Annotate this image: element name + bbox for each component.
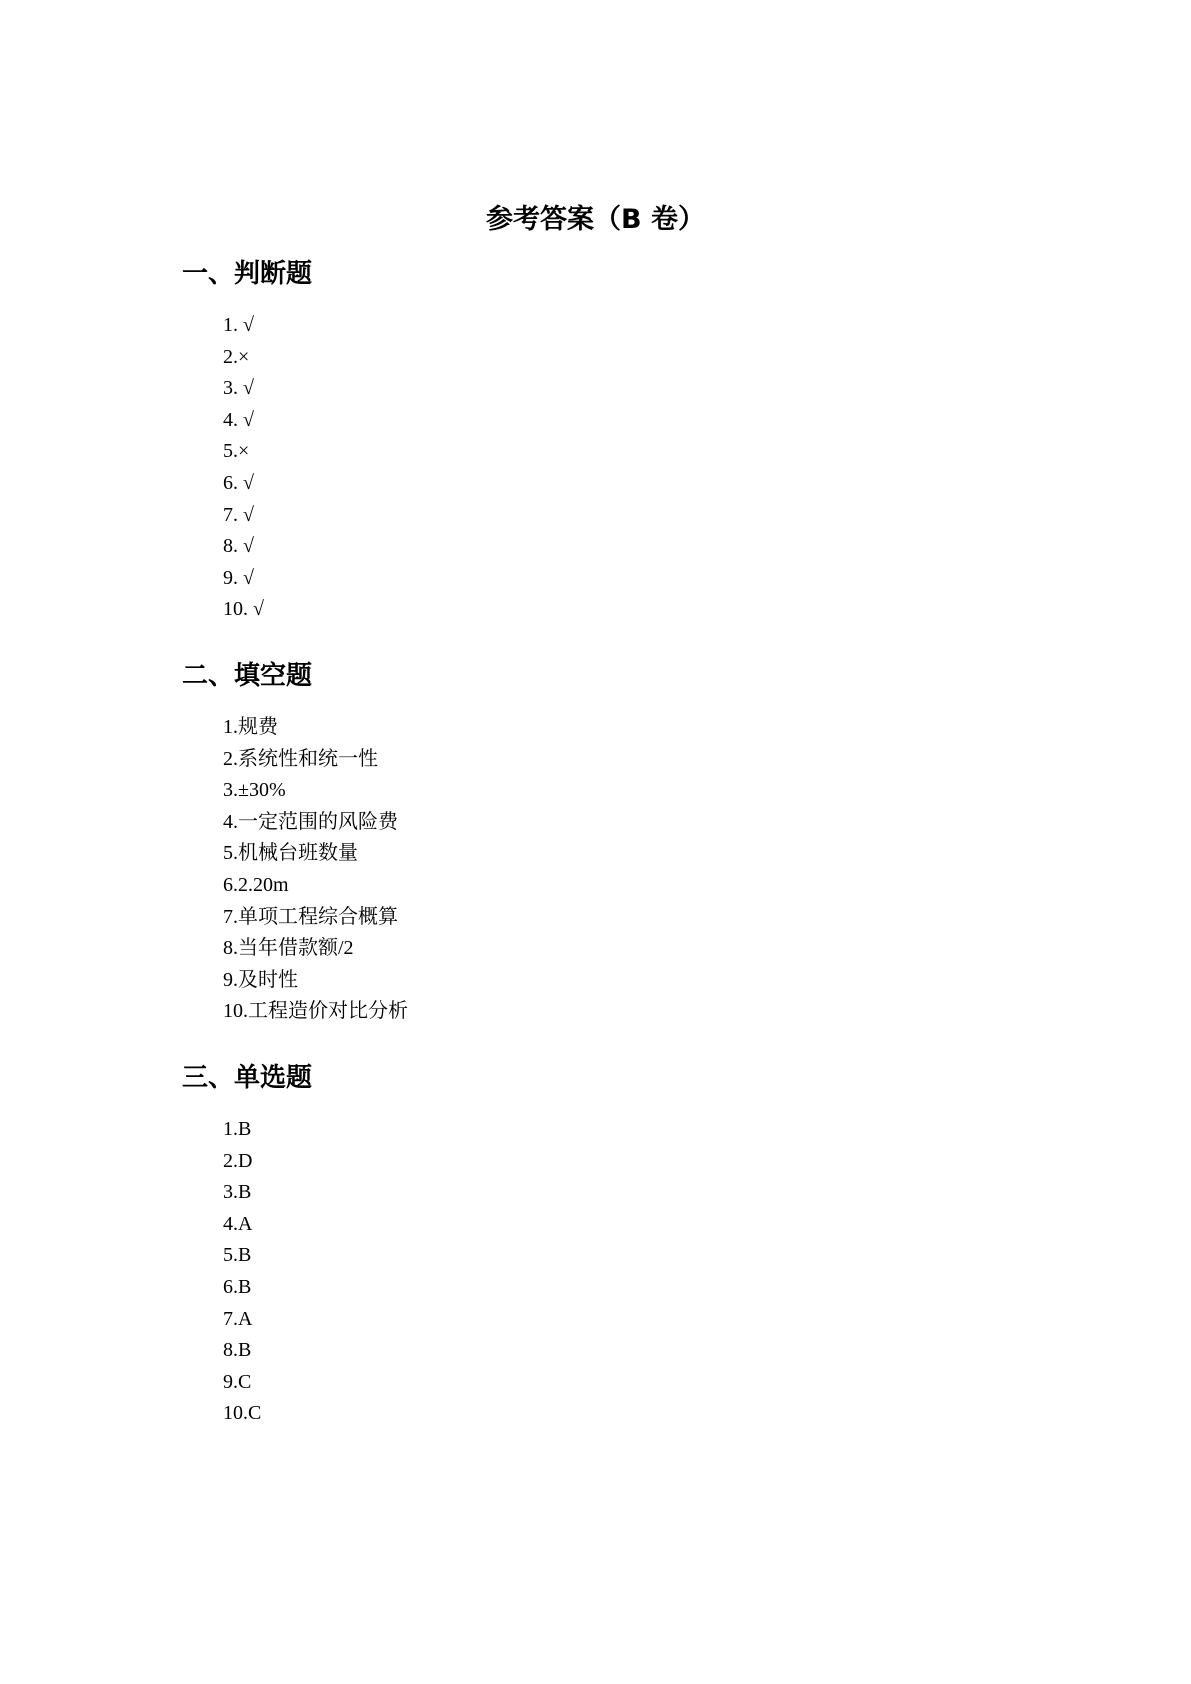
- answer-item: 6.B: [223, 1275, 252, 1298]
- section-fill-in-blank: [182, 658, 408, 1023]
- answer-item: 7.A: [223, 1307, 253, 1330]
- answer-item: 6.2.20m: [223, 873, 289, 896]
- answer-item: 1. √: [223, 314, 254, 336]
- section-single-choice: [182, 1060, 313, 1425]
- answer-item: 3.B: [223, 1181, 252, 1204]
- answer-item: 5.×: [223, 440, 250, 463]
- answer-list: [223, 712, 408, 1028]
- answer-list: [223, 310, 264, 626]
- answer-item: 2.D: [223, 1149, 253, 1172]
- answer-item: 4. √: [223, 408, 254, 431]
- answer-list: [223, 1114, 261, 1430]
- answer-item: 8.当年借款额/2: [223, 937, 354, 960]
- answer-item: 2.×: [223, 345, 250, 368]
- answer-item: 8.B: [223, 1339, 252, 1362]
- answer-item: 1.规费: [223, 716, 278, 738]
- answer-item: 9.及时性: [223, 968, 298, 991]
- answer-item: 4.A: [223, 1212, 253, 1235]
- answer-item: 2.系统性和统一性: [223, 747, 378, 770]
- answer-item: 9. √: [223, 566, 254, 589]
- section-heading: 一、判断题: [182, 259, 313, 289]
- answer-item: 10.工程造价对比分析: [223, 1000, 408, 1023]
- answer-item: 10. √: [223, 598, 264, 621]
- answer-item: 3.±30%: [223, 779, 286, 802]
- answer-item: 5.机械台班数量: [223, 842, 358, 865]
- answer-item: 3. √: [223, 377, 254, 400]
- answer-item: 8. √: [223, 535, 254, 558]
- answer-item: 9.C: [223, 1370, 252, 1393]
- section-true-false: [182, 256, 313, 621]
- answer-item: 1.B: [223, 1118, 252, 1140]
- answer-item: 6. √: [223, 471, 254, 494]
- answer-item: 10.C: [223, 1402, 262, 1425]
- answer-item: 5.B: [223, 1244, 252, 1267]
- answer-item: 4.一定范围的风险费: [223, 810, 398, 833]
- section-heading: 三、单选题: [182, 1063, 313, 1093]
- page-title: 参考答案（B 卷）: [486, 204, 705, 236]
- answer-item: 7. √: [223, 503, 254, 526]
- answer-item: 7.单项工程综合概算: [223, 905, 398, 928]
- section-heading: 二、填空题: [182, 661, 313, 691]
